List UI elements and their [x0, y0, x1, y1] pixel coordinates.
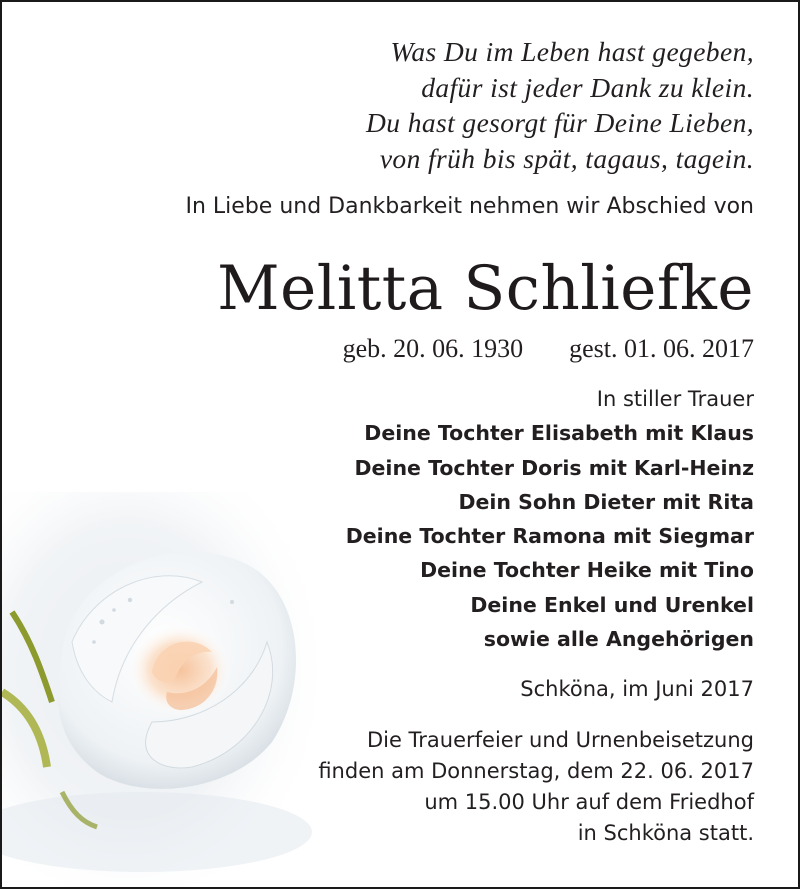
place-date: Schköna, im Juni 2017 — [520, 677, 754, 701]
mourner-line: sowie alle Angehörigen — [483, 627, 754, 652]
memorial-poem — [366, 34, 754, 176]
poem-line: von früh bis spät, tagaus, tagein. — [379, 142, 754, 174]
life-dates — [343, 332, 754, 366]
death-date: gest. 01. 06. 2017 — [569, 334, 754, 363]
poem-line: Du hast gesorgt für Deine Lieben, — [366, 107, 754, 138]
funeral-details — [318, 725, 754, 849]
mourner-line: Deine Enkel und Urenkel — [470, 592, 754, 617]
mourner-line: Dein Sohn Dieter mit Rita — [458, 489, 754, 514]
intro-text: In Liebe und Dankbarkeit nehmen wir Abschied von — [185, 194, 754, 219]
birth-date: geb. 20. 06. 1930 — [342, 334, 524, 363]
funeral-line: finden am Donnerstag, dem 22. 06. 2017 — [318, 759, 754, 783]
mourners-list — [346, 382, 754, 656]
mourner-line: Deine Tochter Elisabeth mit Klaus — [364, 421, 754, 446]
poem-line: dafür ist jeder Dank zu klein. — [421, 71, 754, 103]
deceased-name: Melitta Schliefke — [217, 253, 754, 324]
poem-line: Was Du im Leben hast gegeben, — [390, 36, 754, 67]
mourners-lead: In stiller Trauer — [596, 387, 754, 411]
mourner-line: Deine Tochter Doris mit Karl-Heinz — [354, 455, 754, 480]
mourner-line: Deine Tochter Heike mit Tino — [420, 558, 754, 583]
mourner-line: Deine Tochter Ramona mit Siegmar — [345, 524, 754, 549]
white-rose-image — [2, 492, 332, 888]
funeral-line: Die Trauerfeier und Urnenbeisetzung — [366, 728, 754, 752]
funeral-line: um 15.00 Uhr auf dem Friedhof — [424, 790, 754, 814]
funeral-line: in Schköna statt. — [577, 821, 754, 845]
